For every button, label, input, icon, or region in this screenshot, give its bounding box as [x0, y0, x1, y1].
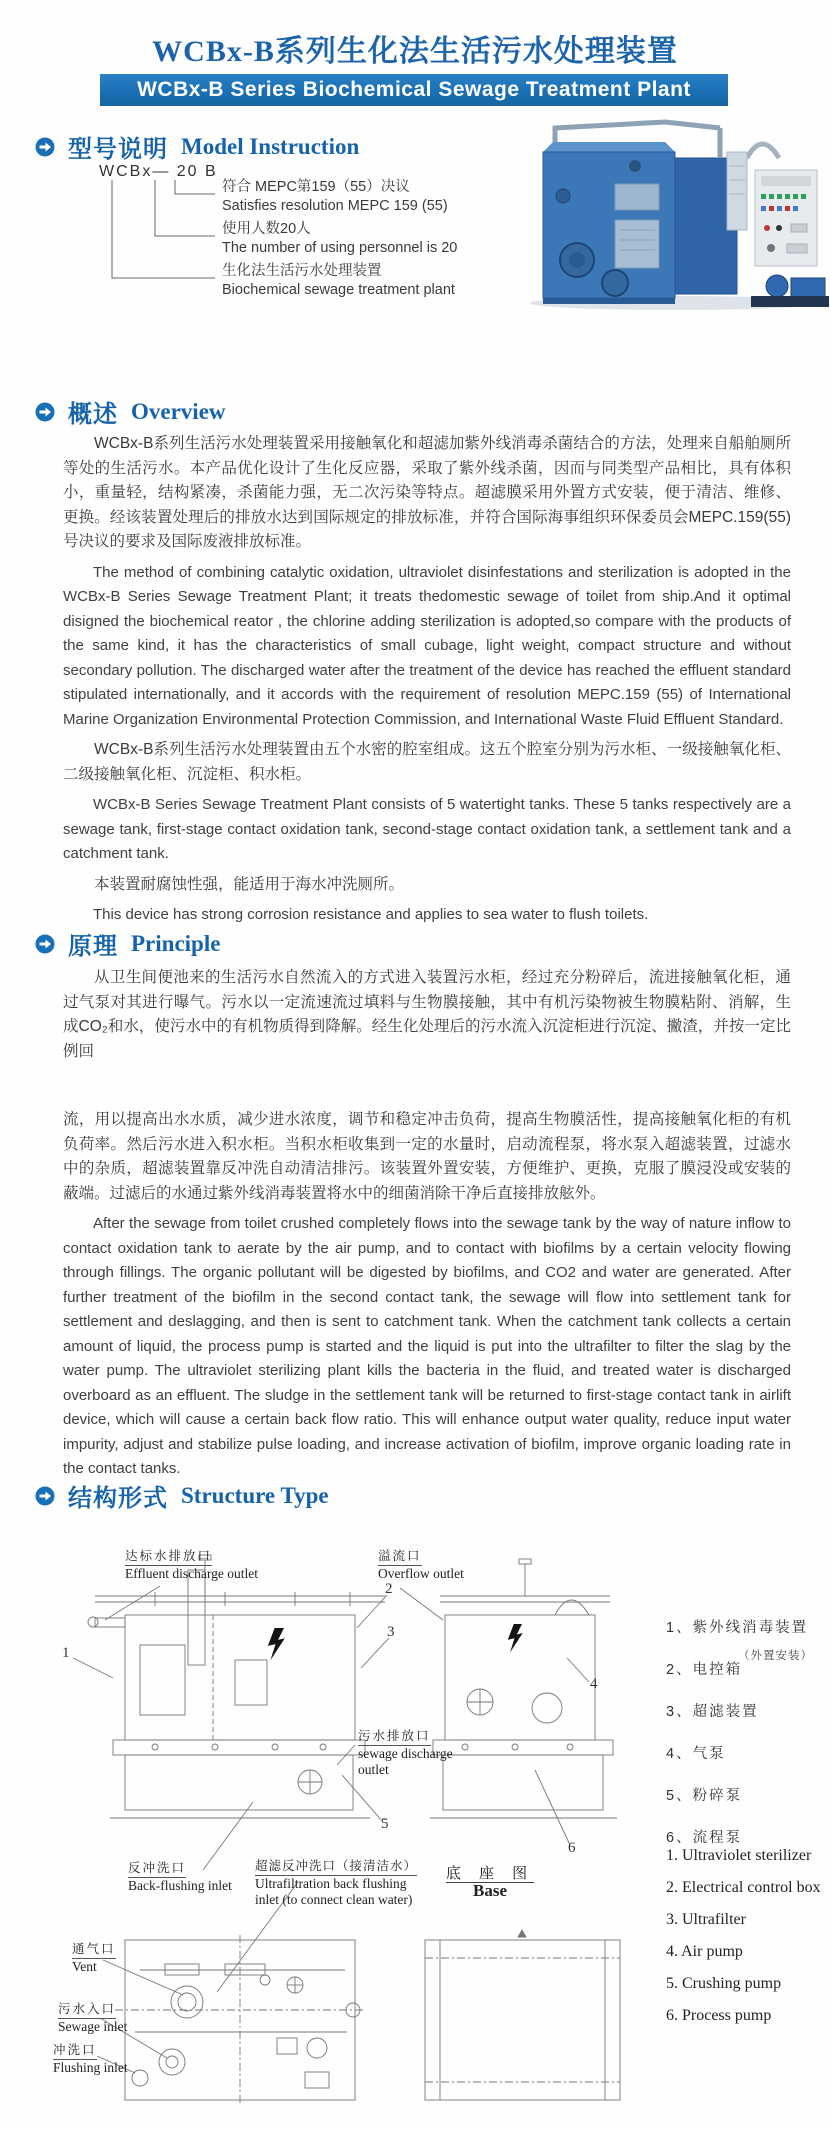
legend-item: 5、粉碎泵 [666, 1788, 743, 1804]
legend-en [666, 1847, 821, 2039]
callout-3: 3 [387, 1624, 395, 1640]
model-label-personnel [222, 220, 457, 258]
overview-text [63, 432, 791, 934]
model-label-en: The number of using personnel is 20 [222, 240, 458, 256]
callout-4: 4 [590, 1676, 598, 1692]
model-code: WCBx— 20 B [99, 163, 218, 180]
label-overflow-outlet: 溢流口 Overflow outlet [378, 1549, 464, 1581]
label-ultrafiltration-back-flushing-inlet: 超滤反冲洗口（接清洁水） Ultrafiltration back flushing inlet (to connect clean water) [255, 1859, 418, 1907]
model-label-cn: 生化法生活污水处理装置 [222, 263, 382, 279]
legend-item: 6. Process pump [666, 2007, 772, 2024]
overview-paragraph: The method of combining catalytic oxidation, ultraviolet disinfestations and sterilization is adopted in the WCBx-B Series Sewage Treatment Plant; it treats thedomestic sewage of toilet from ship.And it optimal disigned the biochemical reator , the chlorine adding sterilization is adopted,so compare with the products of the same kind, it has the characteristics of small cubage, light weight, compact structure and without secondary pollution. The discharged water after the treatment of the device has reached the effluent standard stipulated internationally, and it accords with the requirement of resolution MEPC.159 (55) of International Marine Organization Environmental Protection Commission, and International Waste Fluid Effluent Standard. [63, 563, 791, 728]
legend-item: 4、气泵 [666, 1746, 726, 1762]
label-back-flushing-inlet: 反冲洗口 Back-flushing inlet [128, 1861, 232, 1893]
section-heading-cn: 概述 [68, 402, 118, 428]
model-label-series [222, 262, 455, 300]
callout-6: 6 [568, 1840, 576, 1856]
section-heading-cn: 结构形式 [68, 1486, 168, 1512]
overview-paragraph: WCBx-B系列生活污水处理装置采用接触氧化和超滤加紫外线消毒杀菌结合的方法，处理来自船舶厕所等处的生活污水。本产品优化设计了生化反应器，采取了紫外线杀菌，因而与同类型产品相比，具有体积小，重量轻，结构紧凑，杀菌能力强，无二次污染等特点。超滤膜采用外置方式安装，便于清洁、维修、更换。经该装置处理后的排放水达到国际规定的排放标准，并符合国际海事组织环保委员会MEPC.159(55)号决议的要求及国际废液排放标准。 [63, 435, 791, 550]
overview-paragraph: WCBx-B Series Sewage Treatment Plant consists of 5 watertight tanks. These 5 tanks respectively are a sewage tank, first-stage contact oxidation tank, second-stage contact oxidation tank, a settlement tank and a catchment tank. [63, 796, 791, 862]
title-banner: WCBx-B Series Biochemical Sewage Treatment Plant [100, 74, 728, 106]
legend-item: 2、电控箱 [666, 1662, 743, 1678]
lightning-bolt-icon [508, 1624, 523, 1653]
label-sewage-inlet: 污水入口 Sewage inlet [58, 2002, 128, 2034]
overview-paragraph: This device has strong corrosion resistance and applies to sea water to flush toilets. [93, 906, 649, 923]
principle-text [63, 966, 791, 1488]
model-label-resolution [222, 178, 448, 216]
product-photo-graphic [515, 100, 830, 312]
section-heading-en: Overview [131, 398, 226, 424]
principle-paragraph: 从卫生间便池来的生活污水自然流入的方式进入装置污水柜，经过充分粉碎后，流进接触氧化柜，通过气泵对其进行曝气。污水以一定流速流过填料与生物膜接触，其中有机污染物被生物膜粘附、消解，生成CO₂和水，使污水中的有机物质得到降解。经生化处理后的污水流入沉淀柜进行沉淀、撇渣，并按一定比例回 [63, 969, 791, 1060]
model-code-connector-lines [95, 178, 215, 293]
page-title: WCBx-B系列生化法生活污水处理装置 [152, 35, 678, 68]
section-heading-en: Structure Type [181, 1482, 329, 1508]
label-vent: 通气口 Vent [72, 1942, 116, 1974]
section-heading-cn: 原理 [68, 934, 118, 960]
legend-item: 3. Ultrafilter [666, 1911, 746, 1928]
overview-paragraph: WCBx-B系列生活污水处理装置由五个水密的腔室组成。这五个腔室分别为污水柜、一级接触氧化柜、二级接触氧化柜、沉淀柜、积水柜。 [63, 741, 791, 783]
section-heading-en: Model Instruction [181, 133, 360, 159]
section-heading-cn: 型号说明 [68, 137, 168, 163]
structure-drawings [55, 1540, 625, 2115]
model-label-en: Biochemical sewage treatment plant [222, 282, 455, 298]
callout-5: 5 [381, 1816, 389, 1832]
section-heading-en: Principle [131, 930, 221, 956]
product-photo [515, 100, 830, 312]
section-arrow-icon [35, 402, 55, 422]
section-overview [35, 394, 226, 429]
principle-paragraph: After the sewage from toilet crushed completely flows into the sewage tank by the way of nature inflow to contact oxidation tank to aerate by the air pump, and to contact with biofilms by a certain velocity flowing through fillings. The organic pollutant will be digested by biofilms, and CO2 and water are generated. After further treatment of the biofilm in the second contact tank, the sewage will flow into settlement tank for settlement and deslagging, and then is sent to catchment tank. When the catchment tank collects a certain amount of liquid, the process pump is started and the liquid is put into the ultrafilter to filter the slag by the water pump. The ultraviolet sterilizing plant kills the bacteria in the fluid, and treated water is discharged overboard as an effluent. The sludge in the settlement tank will be returned to first-stage contact tank in airlift device, which will cause a certain back flow ratio. This will enhance output water quality, reduce input water impurity, adjust and stabilize pulse loading, and increase activation of biofilm, improve organic loading rate in the contact tanks. [63, 1215, 791, 1477]
section-arrow-icon [35, 137, 55, 157]
callout-2: 2 [385, 1581, 393, 1597]
legend-item: 1、紫外线消毒装置 [666, 1620, 809, 1636]
lightning-bolt-icon [268, 1628, 285, 1660]
model-label-cn: 使用人数20人 [222, 221, 311, 237]
legend-note-external-mount: （外置安装） [738, 1650, 813, 1662]
section-arrow-icon [35, 934, 55, 954]
legend-item: 1. Ultraviolet sterilizer [666, 1847, 812, 1864]
overview-paragraph: 本装置耐腐蚀性强，能适用于海水冲洗厕所。 [94, 875, 405, 893]
model-label-cn: 符合 MEPC第159（55）决议 [222, 179, 410, 195]
section-principle [35, 926, 220, 961]
label-effluent-outlet: 达标水排放口 Effluent discharge outlet [125, 1549, 258, 1581]
section-model [35, 129, 359, 164]
legend-item: 3、超滤装置 [666, 1704, 759, 1720]
legend-item: 5. Crushing pump [666, 1975, 782, 1992]
legend-item: 2. Electrical control box [666, 1879, 821, 1896]
legend-item: 4. Air pump [666, 1943, 743, 1960]
label-sewage-discharge-outlet: 污水排放口 sewage discharge outlet [358, 1729, 453, 1777]
legend-item: 6、流程泵 [666, 1830, 743, 1846]
label-base: 底 座 图 Base [445, 1865, 535, 1900]
label-flushing-inlet: 冲洗口 Flushing inlet [53, 2043, 128, 2075]
callout-1: 1 [62, 1645, 70, 1661]
section-structure [35, 1478, 329, 1513]
section-arrow-icon [35, 1486, 55, 1506]
principle-paragraph: 流，用以提高出水水质，减少进水浓度，调节和稳定冲击负荷，提高生物膜活性，提高接触氧化柜的有机负荷率。然后污水进入积水柜。当积水柜收集到一定的水量时，启动流程泵，将水泵入超滤装置，过滤水中的杂质，超滤装置靠反冲洗自动清洁排污。该装置外置安装，方便维护、更换，克服了膜浸没或安装的蔽端。过滤后的水通过紫外线消毒装置将水中的细菌消除干净后直接排放舷外。 [63, 1111, 791, 1202]
model-label-en: Satisfies resolution MEPC 159 (55) [222, 198, 448, 214]
